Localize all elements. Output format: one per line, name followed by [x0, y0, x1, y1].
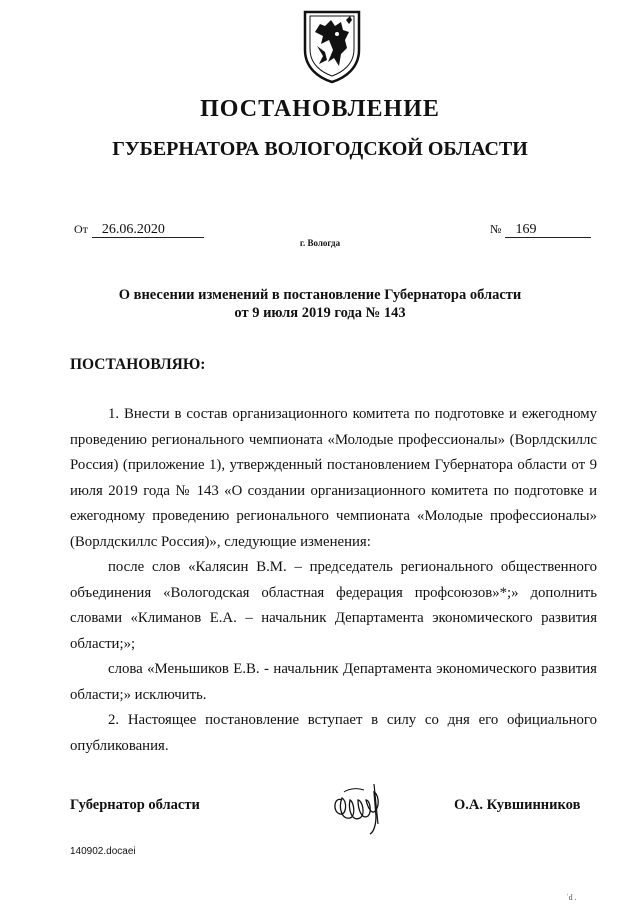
document-file-id: 140902.docaei: [70, 846, 136, 857]
decree-word: ПОСТАНОВЛЯЮ:: [70, 356, 206, 373]
paragraph-3: слова «Меньшиков Е.В. - начальник Департамента экономического развития области;» исключить.: [70, 661, 597, 703]
city-label: г. Вологда: [299, 238, 341, 248]
paragraph-1: 1. Внести в состав организационного комитета по подготовке и ежегодному проведению регионального чемпионата «Молодые профессионалы» (Ворлдскиллс Россия) (приложение 1), утвержденный постановлением Губернатора области от 9 июля 2019 года № 143 «О создании организационного комитета по подготовке и ежегодному проведению регионального чемпионата «Молодые профессионалы» (Ворлдскиллс Россия)», следующие изменения:: [70, 406, 597, 550]
signer-title: Губернатор области: [70, 797, 200, 813]
document-body: [70, 402, 597, 759]
document-title: ПОСТАНОВЛЕНИЕ: [200, 96, 440, 122]
date-prefix: От: [74, 222, 88, 236]
document-number: 169: [505, 223, 591, 238]
document-date: 26.06.2020: [92, 223, 204, 238]
signature-icon: [328, 778, 390, 836]
number-prefix: №: [490, 222, 502, 236]
document-subject: [70, 286, 570, 322]
coat-of-arms-icon: [301, 6, 363, 84]
date-line: [74, 220, 204, 238]
paragraph-2: после слов «Калясин В.М. – председатель регионального общественного объединения «Вологодская областная федерация профсоюзов»*;» дополнить словами «Климанов Е.А. – начальник Департамента экономического развития области;»;: [70, 559, 597, 652]
document-issuer: ГУБЕРНАТОРА ВОЛОГОДСКОЙ ОБЛАСТИ: [112, 138, 528, 160]
page-mark: ʿd .: [566, 893, 577, 902]
subject-line-2: от 9 июля 2019 года № 143: [234, 305, 406, 321]
number-line: [490, 220, 591, 238]
signer-name: О.А. Кувшинников: [454, 797, 581, 813]
paragraph-4: 2. Настоящее постановление вступает в силу со дня его официального опубликования.: [70, 712, 597, 754]
subject-line-1: О внесении изменений в постановление Губернатора области: [118, 287, 522, 303]
